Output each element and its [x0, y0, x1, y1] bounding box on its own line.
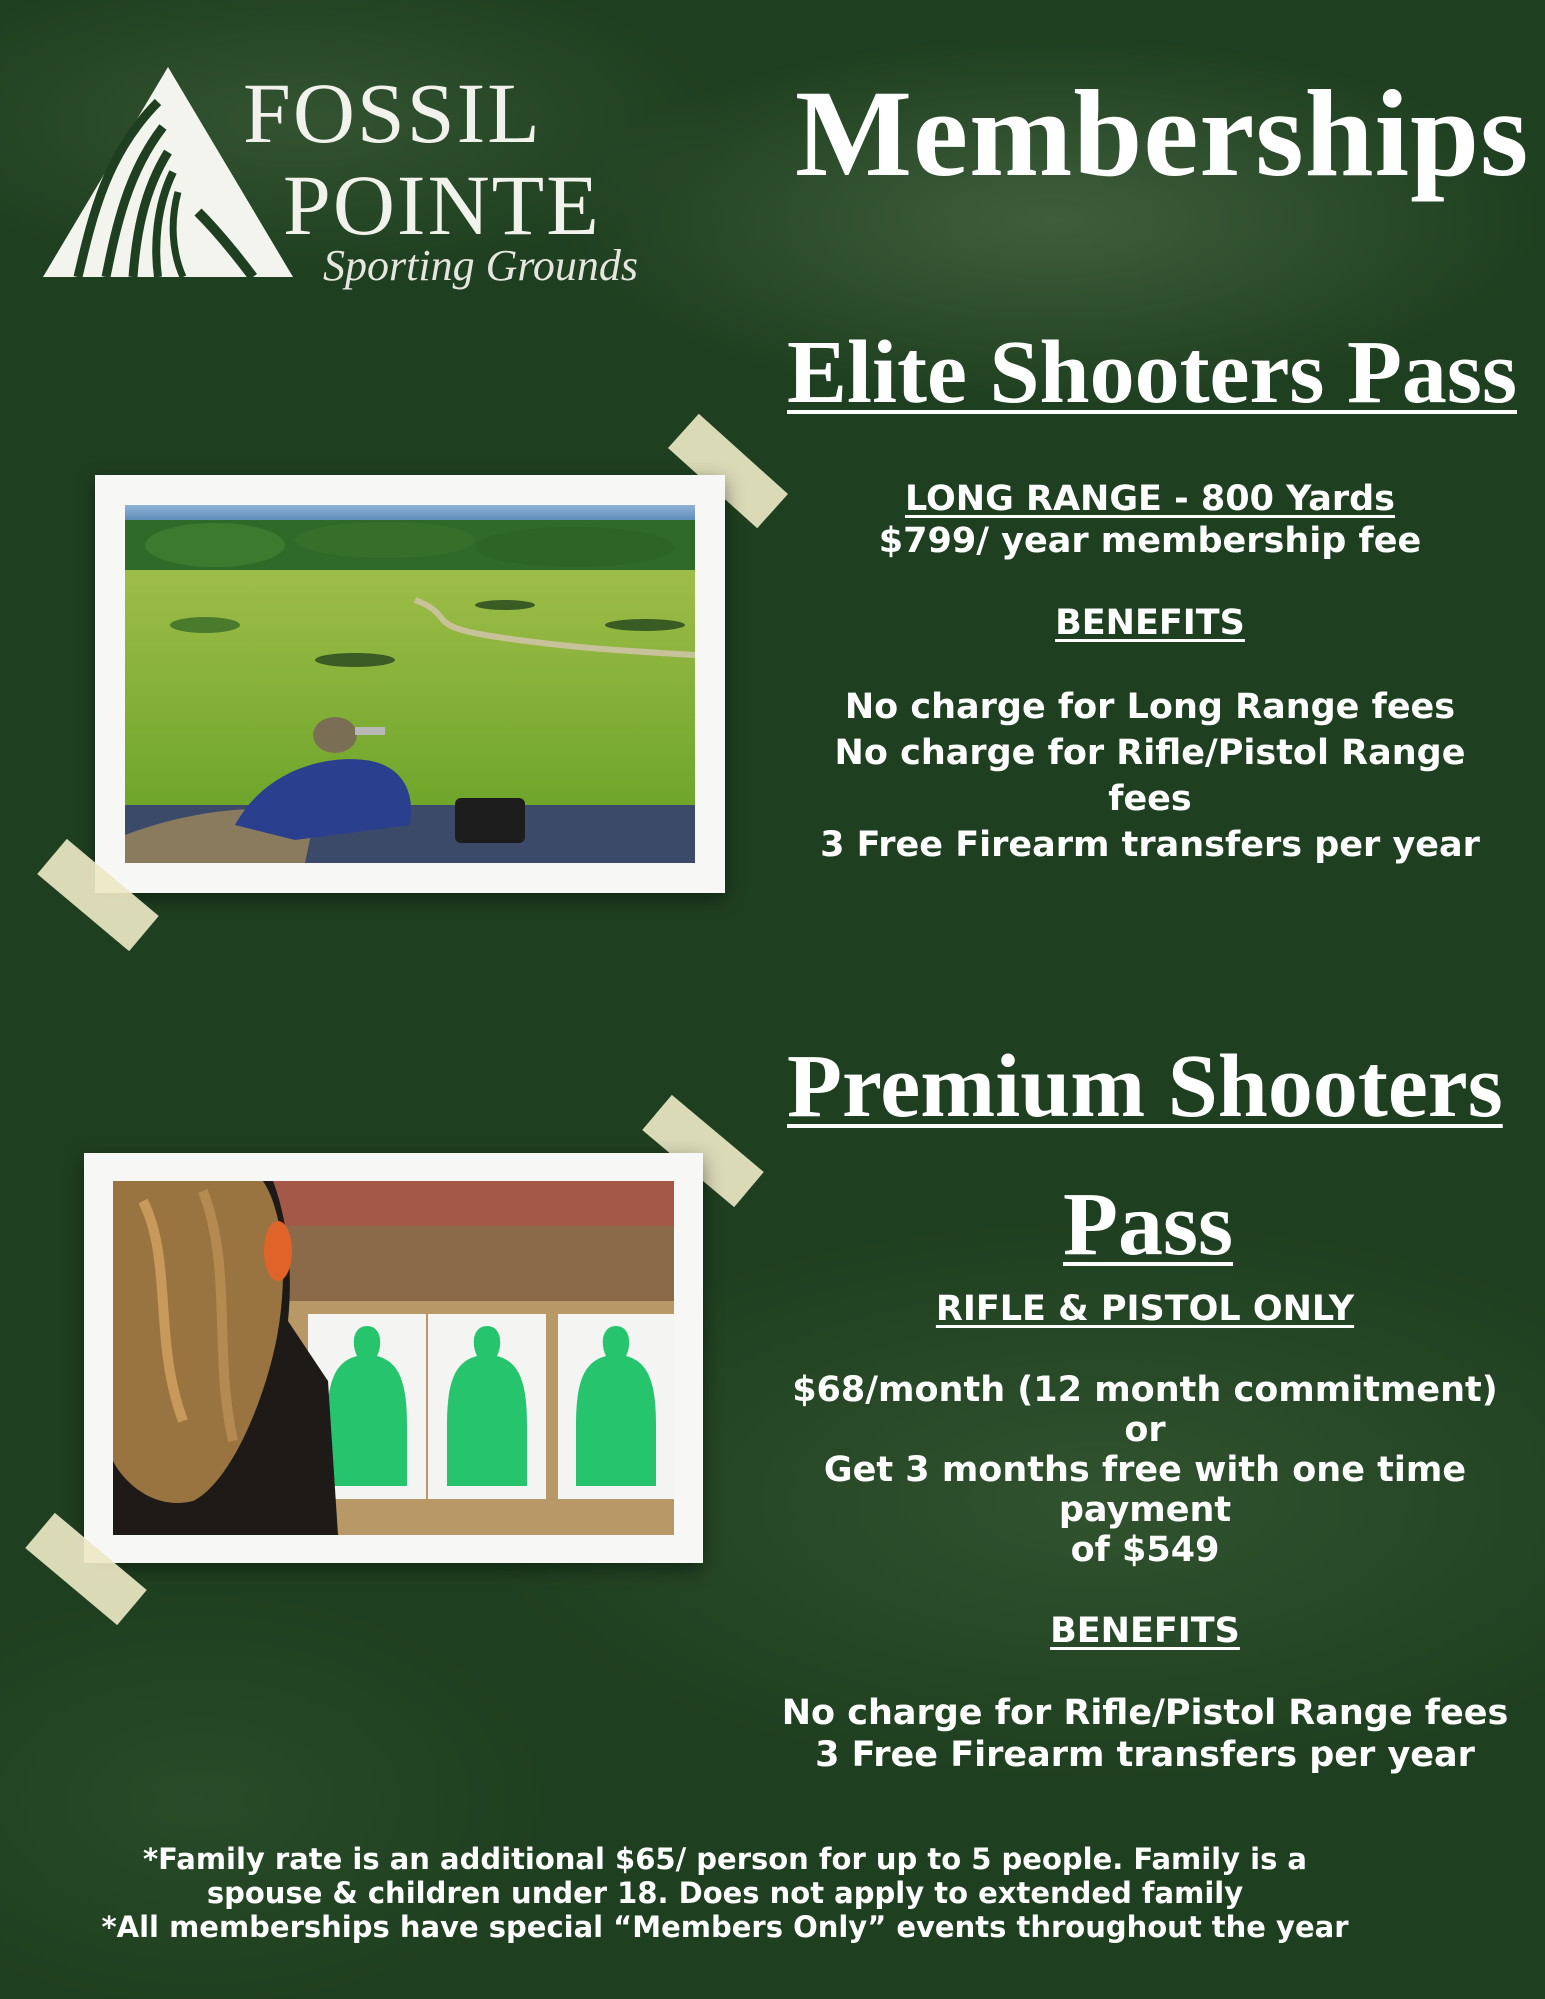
long-range-photo-frame [95, 475, 725, 893]
brand-logo [38, 62, 718, 302]
premium-benefits-heading: BENEFITS [1050, 1611, 1240, 1651]
elite-benefits-heading: BENEFITS [1055, 603, 1245, 643]
footer-notes [100, 1842, 1350, 1944]
elite-pass-title: Elite Shooters Pass [787, 323, 1517, 422]
elite-benefit-item: No charge for Long Range fees [844, 687, 1456, 727]
premium-price-line: or [1124, 1410, 1166, 1450]
premium-price-line: $68/month (12 month commitment) [792, 1370, 1498, 1410]
elite-price: $799/ year membership fee [878, 521, 1422, 561]
footer-note-line: spouse & children under 18. Does not apply to extended family [206, 1876, 1244, 1910]
premium-range-label: RIFLE & PISTOL ONLY [935, 1289, 1355, 1329]
premium-price-line: Get 3 months free with one time [823, 1450, 1467, 1490]
page-title: Memberships [795, 65, 1530, 202]
elite-benefit-item: No charge for Rifle/Pistol Range [834, 733, 1466, 773]
pistol-range-photo-frame [84, 1153, 703, 1563]
elite-benefit-item: fees [1108, 779, 1192, 819]
elite-pass-details [790, 478, 1510, 868]
footer-note-line: *All memberships have special “Members Only” events throughout the year [101, 1910, 1349, 1944]
premium-price-line: of $549 [1070, 1530, 1220, 1570]
pistol-range-photo [113, 1181, 674, 1535]
premium-benefit-item: 3 Free Firearm transfers per year [815, 1735, 1475, 1775]
footer-note-line: *Family rate is an additional $65/ person for up to 5 people. Family is a [142, 1842, 1307, 1876]
premium-pass-title-continued: Pass [1063, 1175, 1234, 1274]
elite-benefit-item: 3 Free Firearm transfers per year [820, 825, 1480, 865]
logo-text-fossil: FOSSIL [243, 65, 542, 161]
premium-pass-details [780, 1288, 1510, 1776]
logo-text-sporting-grounds: Sporting Grounds [323, 241, 638, 290]
premium-price-line: payment [1058, 1490, 1232, 1530]
elite-range-label: LONG RANGE - 800 Yards [904, 479, 1396, 519]
logo-text-pointe: POINTE [283, 157, 601, 253]
premium-benefit-item: No charge for Rifle/Pistol Range fees [781, 1693, 1509, 1733]
premium-pass-title: Premium Shooters [787, 1037, 1503, 1136]
long-range-photo [125, 505, 695, 863]
